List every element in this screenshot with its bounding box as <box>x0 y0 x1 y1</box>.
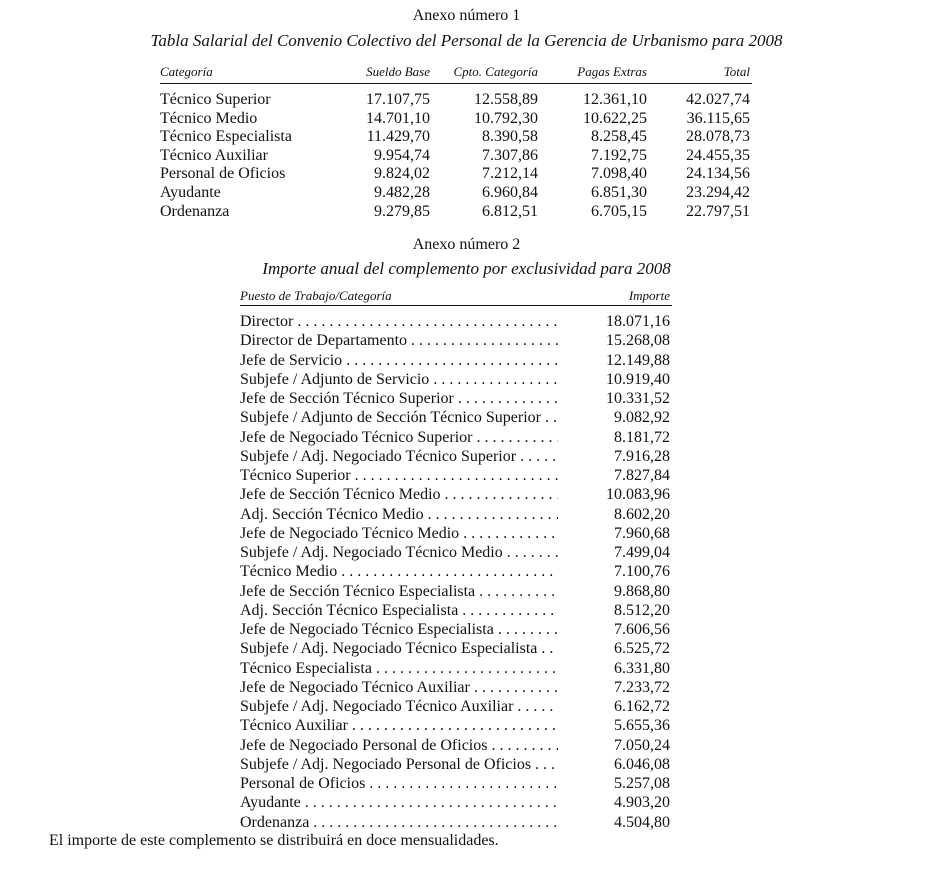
cell-importe: 6.525,72 <box>614 640 670 658</box>
table-row <box>160 165 752 184</box>
cell-importe: 10.919,40 <box>606 370 670 388</box>
cell-puesto: Subjefe / Adj. Negociado Técnico Auxiliar . . . <box>240 697 558 716</box>
cell-puesto: Subjefe / Adj. Negociado Técnico Medio . . . <box>240 543 558 562</box>
cell-importe: 9.082,92 <box>614 409 670 427</box>
header-total: Total <box>723 64 750 79</box>
cell-categoria: Técnico Medio <box>160 109 258 127</box>
cell-cpto-categoria: 10.792,30 <box>474 109 538 127</box>
header-categoria: Categoría <box>160 64 213 79</box>
cell-cpto-categoria: 12.558,89 <box>474 91 538 108</box>
cell-puesto: Personal de Oficios . . . <box>240 774 558 793</box>
cell-puesto: Jefe de Sección Técnico Especialista . . . <box>240 582 558 601</box>
cell-importe: 4.504,80 <box>614 813 670 831</box>
annex2-title: Importe anual del complemento por exclusividad para 2008 <box>262 259 671 278</box>
cell-sueldo-base: 9.482,28 <box>374 183 430 201</box>
header-importe: Importe <box>628 288 670 303</box>
cell-puesto: Jefe de Negociado Personal de Oficios . . . <box>240 736 558 755</box>
cell-importe: 6.162,72 <box>614 698 670 715</box>
cell-puesto: Jefe de Negociado Técnico Medio . . . <box>240 524 558 543</box>
cell-pagas-extras: 12.361,10 <box>583 91 647 108</box>
cell-puesto: Ayudante . . . <box>240 793 558 812</box>
cell-importe: 6.046,08 <box>614 755 670 773</box>
cell-puesto: Director de Departamento . . . <box>240 331 558 350</box>
cell-categoria: Ordenanza <box>160 202 230 220</box>
table-row <box>240 659 672 678</box>
cell-puesto: Técnico Auxiliar . . . <box>240 716 558 735</box>
cell-total: 28.078,73 <box>686 128 750 146</box>
table-row <box>240 543 672 562</box>
table-row <box>240 331 672 350</box>
cell-importe: 7.100,76 <box>614 563 670 581</box>
cell-cpto-categoria: 7.307,86 <box>482 146 538 164</box>
cell-pagas-extras: 10.622,25 <box>583 109 647 127</box>
cell-sueldo-base: 9.279,85 <box>374 202 430 220</box>
cell-puesto: Técnico Superior . . . <box>240 466 558 485</box>
table-row <box>240 736 672 755</box>
cell-importe: 8.512,20 <box>614 601 670 619</box>
cell-puesto: Adj. Sección Técnico Medio . . . <box>240 505 558 524</box>
cell-total: 36.115,65 <box>686 109 750 127</box>
table-row <box>240 466 672 485</box>
table-row <box>160 91 752 110</box>
salary-table-header <box>160 64 752 82</box>
cell-cpto-categoria: 7.212,14 <box>482 165 538 183</box>
annex2-heading: Anexo número 2 <box>412 236 521 253</box>
cell-importe: 18.071,16 <box>606 313 670 330</box>
cell-puesto: Jefe de Negociado Técnico Superior . . . <box>240 428 558 447</box>
table-row <box>240 389 672 408</box>
cell-sueldo-base: 11.429,70 <box>366 128 430 146</box>
cell-puesto: Adj. Sección Técnico Especialista . . . <box>240 601 558 620</box>
cell-categoria: Técnico Superior <box>160 91 271 108</box>
cell-importe: 10.083,96 <box>606 486 670 504</box>
cell-importe: 7.916,28 <box>614 447 670 465</box>
cell-puesto: Subjefe / Adj. Negociado Técnico Superior . . . <box>240 447 558 466</box>
table-row <box>240 639 672 658</box>
exclusivity-table-header <box>240 288 672 304</box>
cell-pagas-extras: 6.851,30 <box>591 183 647 201</box>
cell-importe: 15.268,08 <box>606 332 670 350</box>
exclusivity-table <box>240 288 672 832</box>
cell-importe: 7.960,68 <box>614 524 670 542</box>
cell-puesto: Subjefe / Adjunto de Servicio . . . <box>240 370 558 389</box>
cell-cpto-categoria: 8.390,58 <box>482 128 538 146</box>
annex1-heading: Anexo número 1 <box>412 7 521 24</box>
table-row <box>240 582 672 601</box>
cell-importe: 10.331,52 <box>606 390 670 407</box>
table-row <box>160 110 752 129</box>
salary-table-body <box>160 91 752 221</box>
cell-pagas-extras: 8.258,45 <box>591 128 647 146</box>
table-row <box>240 524 672 543</box>
cell-importe: 12.149,88 <box>606 351 670 369</box>
salary-table-rule <box>160 83 752 84</box>
cell-importe: 7.499,04 <box>614 544 670 561</box>
header-sueldo-base: Sueldo Base <box>366 64 430 79</box>
cell-importe: 9.868,80 <box>614 582 670 600</box>
cell-categoria: Técnico Auxiliar <box>160 146 268 164</box>
cell-puesto: Técnico Especialista . . . <box>240 659 558 678</box>
cell-pagas-extras: 7.098,40 <box>591 165 647 183</box>
table-row <box>240 697 672 716</box>
cell-importe: 5.655,36 <box>614 717 670 735</box>
table-row <box>240 408 672 427</box>
cell-puesto: Jefe de Negociado Técnico Especialista . . . <box>240 620 558 639</box>
annex1-title: Tabla Salarial del Convenio Colectivo del Personal de la Gerencia de Urbanismo para 2008 <box>150 31 783 50</box>
cell-importe: 8.181,72 <box>614 428 670 446</box>
table-row <box>240 774 672 793</box>
table-row <box>160 203 752 222</box>
table-row <box>240 620 672 639</box>
cell-puesto: Subjefe / Adjunto de Sección Técnico Superior . . . <box>240 408 558 427</box>
table-row <box>240 505 672 524</box>
cell-total: 24.455,35 <box>686 146 750 164</box>
cell-puesto: Subjefe / Adj. Negociado Personal de Oficios . . . <box>240 755 558 774</box>
cell-importe: 6.331,80 <box>614 659 670 677</box>
cell-puesto: Ordenanza . . . <box>240 813 558 832</box>
cell-total: 42.027,74 <box>686 91 750 108</box>
cell-importe: 7.233,72 <box>614 678 670 696</box>
table-row <box>240 755 672 774</box>
cell-puesto: Jefe de Sección Técnico Medio . . . <box>240 485 558 504</box>
table-row <box>240 428 672 447</box>
cell-total: 23.294,42 <box>686 183 750 201</box>
cell-total: 24.134,56 <box>686 165 750 183</box>
cell-puesto: Jefe de Sección Técnico Superior . . . <box>240 389 558 408</box>
table-row <box>160 147 752 166</box>
table-row <box>240 813 672 832</box>
cell-puesto: Subjefe / Adj. Negociado Técnico Especialista . . . <box>240 639 558 658</box>
cell-importe: 8.602,20 <box>614 505 670 523</box>
cell-puesto: Jefe de Servicio . . . <box>240 351 558 370</box>
table-row <box>240 562 672 581</box>
cell-pagas-extras: 7.192,75 <box>591 146 647 164</box>
exclusivity-table-body <box>240 312 672 832</box>
cell-categoria: Técnico Especialista <box>160 128 292 146</box>
table-row <box>240 312 672 331</box>
cell-importe: 7.827,84 <box>614 467 670 484</box>
cell-importe: 7.050,24 <box>614 736 670 754</box>
cell-categoria: Ayudante <box>160 183 221 201</box>
header-cpto-categoria: Cpto. Categoría <box>453 64 538 79</box>
table-row <box>240 370 672 389</box>
table-row <box>240 351 672 370</box>
header-pagas-extras: Pagas Extras <box>577 64 647 79</box>
table-row <box>240 716 672 735</box>
table-row <box>160 128 752 147</box>
cell-cpto-categoria: 6.812,51 <box>482 202 538 220</box>
cell-importe: 4.903,20 <box>614 794 670 812</box>
cell-importe: 5.257,08 <box>614 775 670 792</box>
table-row <box>240 447 672 466</box>
cell-puesto: Técnico Medio . . . <box>240 562 558 581</box>
table-row <box>240 601 672 620</box>
cell-sueldo-base: 9.824,02 <box>374 165 430 183</box>
cell-total: 22.797,51 <box>686 202 750 220</box>
cell-importe: 7.606,56 <box>614 621 670 638</box>
header-puesto: Puesto de Trabajo/Categoría <box>240 288 392 303</box>
cell-puesto: Jefe de Negociado Técnico Auxiliar . . . <box>240 678 558 697</box>
cell-pagas-extras: 6.705,15 <box>591 202 647 220</box>
table-row <box>240 793 672 812</box>
cell-cpto-categoria: 6.960,84 <box>482 183 538 201</box>
cell-categoria: Personal de Oficios <box>160 165 286 183</box>
cell-puesto: Director . . . <box>240 312 558 331</box>
salary-table <box>160 64 752 221</box>
exclusivity-table-rule <box>240 305 672 306</box>
table-row <box>160 184 752 203</box>
cell-sueldo-base: 14.701,10 <box>366 109 430 127</box>
footnote: El importe de este complemento se distribuirá en doce mensualidades. <box>49 832 499 849</box>
cell-sueldo-base: 9.954,74 <box>374 146 430 164</box>
cell-sueldo-base: 17.107,75 <box>366 91 430 108</box>
table-row <box>240 678 672 697</box>
table-row <box>240 485 672 504</box>
